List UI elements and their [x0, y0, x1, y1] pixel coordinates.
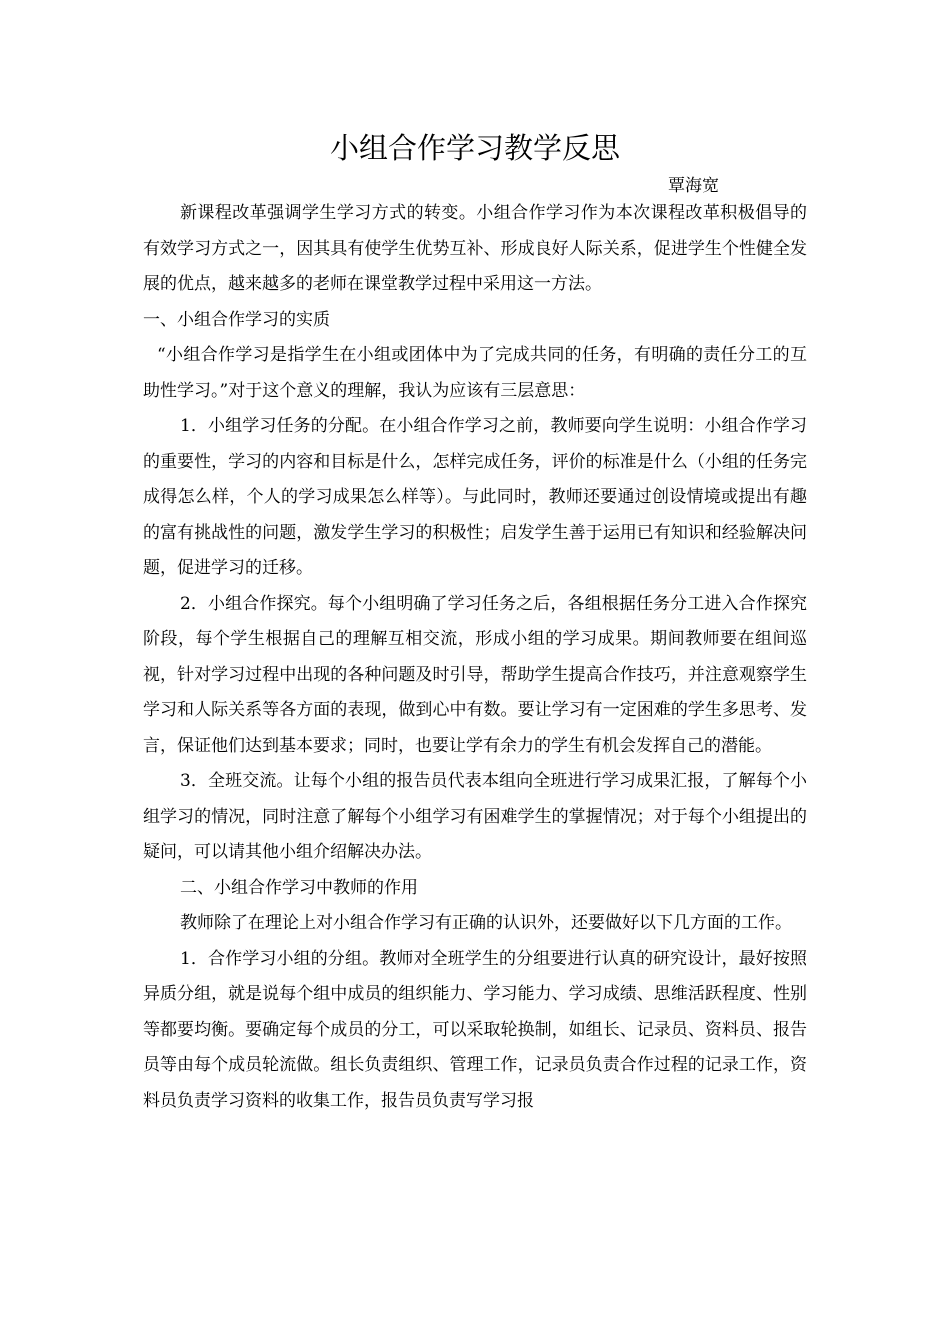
- paragraph-point-2: 2．小组合作探究。每个小组明确了学习任务之后，各组根据任务分工进入合作探究阶段，每个学生根据自己的理解互相交流，形成小组的学习成果。期间教师要在组间巡视，针对学习过程中出现的各种问题及时引导，帮助学生提高合作技巧，并注意观察学生学习和人际关系等各方面的表现，做到心中有数。要让学习有一定困难的学生多思考、发言，保证他们达到基本要求；同时，也要让学有余力的学生有机会发挥自己的潜能。: [143, 593, 807, 756]
- section-heading-1: 一、小组合作学习的实质: [143, 309, 330, 330]
- paragraph-point-3: 3．全班交流。让每个小组的报告员代表本组向全班进行学习成果汇报，了解每个小组学习的情况，同时注意了解每个小组学习有困难学生的掌握情况；对于每个小组提出的疑问，可以请其他小组介绍解决办法。: [143, 771, 807, 862]
- document-title: 小组合作学习教学反思: [329, 131, 620, 165]
- author-name: 覃海宽: [668, 176, 719, 196]
- paragraph-grouping: 1．合作学习小组的分组。教师对全班学生的分组要进行认真的研究设计，最好按照异质分组，就是说每个组中成员的组织能力、学习能力、学习成绩、思维活跃程度、性别等都要均衡。要确定每个成员的分工，可以采取轮换制，如组长、记录员、资料员、报告员等由每个成员轮流做。组长负责组织、管理工作，记录员负责合作过程的记录工作，资料员负责学习资料的收集工作，报告员负责写学习报: [143, 948, 807, 1111]
- document-body: [143, 196, 807, 1119]
- section-heading-2: 二、小组合作学习中教师的作用: [180, 877, 418, 898]
- paragraph-intro: 新课程改革强调学生学习方式的转变。小组合作学习作为本次课程改革积极倡导的有效学习方式之一，因其具有使学生优势互补、形成良好人际关系，促进学生个性健全发展的优点，越来越多的老师在课堂教学过程中采用这一方法。: [143, 203, 807, 294]
- paragraph-definition: “小组合作学习是指学生在小组或团体中为了完成共同的任务，有明确的责任分工的互助性学习。”对于这个意义的理解，我认为应该有三层意思：: [143, 345, 807, 401]
- paragraph-teacher-role: 教师除了在理论上对小组合作学习有正确的认识外，还要做好以下几方面的工作。: [180, 913, 792, 933]
- paragraph-point-1: 1．小组学习任务的分配。在小组合作学习之前，教师要向学生说明：小组合作学习的重要性，学习的内容和目标是什么，怎样完成任务，评价的标准是什么（小组的任务完成得怎么样，个人的学习成果怎么样等）。与此同时，教师还要通过创设情境或提出有趣的富有挑战性的问题，激发学生学习的积极性；启发学生善于运用已有知识和经验解决问题，促进学习的迁移。: [143, 416, 807, 578]
